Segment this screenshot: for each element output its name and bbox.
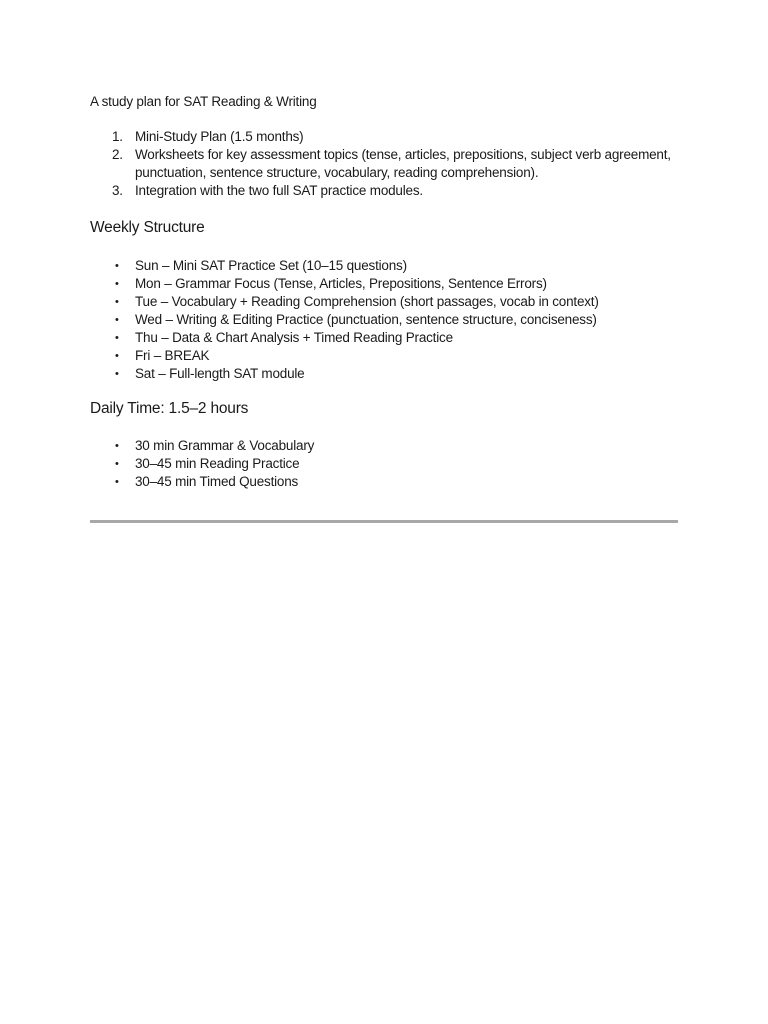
intro-text: A study plan for SAT Reading & Writing — [90, 94, 317, 109]
numbered-list — [90, 128, 690, 200]
bullet-icon: • — [115, 296, 119, 308]
list-item-text: 30–45 min Timed Questions — [135, 474, 299, 489]
bullet-icon: • — [115, 476, 119, 488]
bullet-icon: • — [115, 314, 119, 326]
weekly-list — [90, 257, 690, 383]
list-item — [90, 365, 690, 383]
list-item-text: Wed – Writing & Editing Practice (punctuation, sentence structure, conciseness) — [135, 312, 597, 327]
list-item-text: Mini-Study Plan (1.5 months) — [135, 129, 304, 144]
list-item-text: Tue – Vocabulary + Reading Comprehension (short passages, vocab in context) — [135, 294, 599, 309]
list-item-text: Sun – Mini SAT Practice Set (10–15 questions) — [135, 258, 407, 273]
list-item — [90, 257, 690, 275]
list-item-text: 30–45 min Reading Practice — [135, 456, 300, 471]
list-item — [90, 311, 690, 329]
horizontal-rule — [90, 520, 678, 523]
list-item — [90, 347, 690, 365]
list-number: 2. — [112, 147, 123, 162]
list-item-text: 30 min Grammar & Vocabulary — [135, 438, 315, 453]
list-item-text: Fri – BREAK — [135, 348, 210, 363]
list-item — [90, 293, 690, 311]
bullet-icon: • — [115, 350, 119, 362]
numbered-list-item — [90, 182, 690, 200]
bullet-icon: • — [115, 458, 119, 470]
list-item — [90, 455, 690, 473]
daily-time-heading: Daily Time: 1.5–2 hours — [90, 400, 249, 417]
bullet-icon: • — [115, 278, 119, 290]
numbered-list-item — [90, 146, 690, 182]
bullet-icon: • — [115, 332, 119, 344]
list-item-text: Integration with the two full SAT practice modules. — [135, 183, 423, 198]
list-item-text: Thu – Data & Chart Analysis + Timed Reading Practice — [135, 330, 453, 345]
bullet-icon: • — [115, 368, 119, 380]
list-item-text: Sat – Full-length SAT module — [135, 366, 305, 381]
numbered-list-item — [90, 128, 690, 146]
list-number: 3. — [112, 183, 123, 198]
list-number: 1. — [112, 129, 123, 144]
list-item — [90, 473, 690, 491]
list-item — [90, 275, 690, 293]
bullet-icon: • — [115, 260, 119, 272]
list-item-text: Worksheets for key assessment topics (tense, articles, prepositions, subject verb agreement, punctuation, sentence structure, vocabulary, reading comprehension). — [135, 147, 671, 180]
weekly-structure-heading: Weekly Structure — [90, 219, 205, 236]
list-item-text: Mon – Grammar Focus (Tense, Articles, Prepositions, Sentence Errors) — [135, 276, 547, 291]
daily-list — [90, 437, 690, 491]
list-item — [90, 329, 690, 347]
list-item — [90, 437, 690, 455]
bullet-icon: • — [115, 440, 119, 452]
